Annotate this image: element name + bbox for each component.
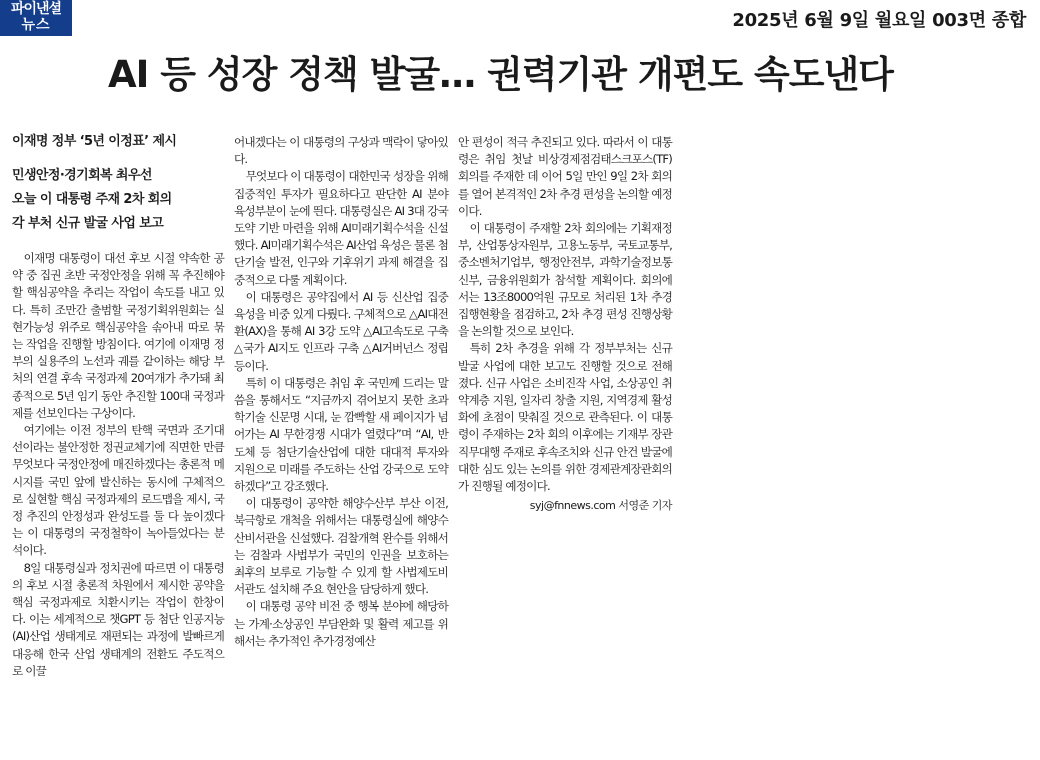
logo-line-2: 뉴스 [21,17,51,33]
subheadline-line: 각 부처 신규 발굴 사업 보고 [12,216,164,231]
body-paragraph: 특히 2차 추경을 위해 각 정부부처는 신규 발굴 사업에 대한 보고도 진행할 것으로 전해졌다. 신규 사업은 소비진작 사업, 소상공인 취약계층 지원, 일자리 창출 지원, 지역경제 활성화에 초점이 맞춰질 것으로 관측된다. 이 대통령이 주재하는 2차 회의 이후에는 기재부 장관 직무대행 주재로 후속조치와 신규 안건 발굴에 대한 심도 있는 논의를 위한 경제관계장관회의가 진행될 예정이다. [458,341,672,494]
body-paragraph: 이재명 대통령이 대선 후보 시절 약속한 공약 중 집권 초반 국정안정을 위해 꼭 추진해야 할 핵심공약을 추리는 작업이 속도를 내고 있다. 특히 조만간 출범할 국정기획위원회는 실현가능성 위주로 핵심공약을 솎아내 따로 묶는 작업을 진행할 방침이다. 여기에 이재명 정부의 실용주의 노선과 궤를 같이하는 해당 부처의 연결 후속 국정과제 20여개가 추가돼 최종적으로 5년 임기 동안 추진할 100대 국정과제를 선보인다는 구상이다. [12,251,224,420]
subheadline-line: 민생안정·경기회복 최우선 [12,168,152,183]
body-paragraph: 이 대통령은 공약집에서 AI 등 신산업 집중 육성을 비중 있게 다뤘다. 구체적으로 △AI대전환(AX)을 통해 AI 3강 도약 △AI고속도로 구축 △국가 AI지도 인프라 구축 △AI거버넌스 정립 등이다. [234,289,448,373]
body-paragraph: 이 대통령 공약 비전 중 행복 분야에 해당하는 가계·소상공인 부담완화 및 활력 제고를 위해서는 추가적인 추가경정예산 [234,599,448,648]
subheadline-line: 오늘 이 대통령 주재 2차 회의 [12,192,172,207]
dateline: 2025년 6월 9일 월요일 003면 종합 [732,10,1026,31]
body-paragraph: 이 대통령이 주재할 2차 회의에는 기획재정부, 산업통상자원부, 고용노동부, 국토교통부, 중소벤처기업부, 행정안전부, 과학기술정보통신부, 금융위원회가 참석할 계획이다. 회의에서는 13조8000억원 규모로 처리된 1차 추경 집행현황을 점검하고, 2차 추경 편성 진행상황을 논의할 것으로 보인다. [458,221,672,339]
article-column-2 [234,134,448,650]
newspaper-logo [0,0,72,36]
article-column-1 [12,132,224,680]
subheadline-secondary [12,164,224,236]
body-paragraph: 특히 이 대통령은 취임 후 국민께 드리는 말씀을 통해서도 “지금까지 겪어보지 못한 초과학기술 신문명 시대, 눈 깜빡할 새 페이지가 넘어가는 AI 무한경쟁 시대가 열렸다”며 “AI, 반도체 등 첨단기술산업에 대한 대대적 투자와 지원으로 미래를 주도하는 산업 강국으로 도약하겠다”고 강조했다. [234,375,448,494]
logo-line-1: 파이낸셜 [10,1,62,17]
body-paragraph: 무엇보다 이 대통령이 대한민국 성장을 위해 집중적인 투자가 필요하다고 판단한 AI 분야 육성부분이 눈에 띈다. 대통령실은 AI 3대 강국 도약 기반 마련을 위해 AI미래기획수석을 신설했다. AI미래기획수석은 AI산업 육성은 물론 첨단기술 발전, 인구와 기후위기 과제 해결을 집중적으로 다룰 계획이다. [234,169,448,287]
subheadline-primary: 이재명 정부 ‘5년 이정표’ 제시 [12,134,177,149]
body-paragraph: 어내겠다는 이 대통령의 구상과 맥락이 닿아있다. [234,135,448,167]
article-column-3 [458,134,672,514]
body-paragraph: 안 편성이 적극 추진되고 있다. 따라서 이 대통령은 취임 첫날 비상경제점검태스크포스(TF) 회의를 주재한 데 이어 5일 만인 9일 2차 회의를 열어 본격적인 2차 추경 편성을 논의할 예정이다. [458,135,672,218]
headline: AI 등 성장 정책 발굴… 권력기관 개편도 속도낸다 [108,53,893,96]
byline: syj@fnnews.com 서영준 기자 [529,499,672,513]
body-paragraph: 8일 대통령실과 정치권에 따르면 이 대통령의 후보 시절 총론적 차원에서 제시한 공약을 핵심 국정과제로 치환시키는 작업이 한창이다. 이는 세계적으로 챗GPT 등 첨단 인공지능(AI)산업 생태계로 재편되는 과정에 발빠르게 대응해 한국 산업 생태계의 전환도 주도적으로 이끌 [12,560,224,678]
body-paragraph: 여기에는 이전 정부의 탄핵 국면과 조기대선이라는 불안정한 정권교체기에 직면한 만큼 무엇보다 국정안정에 매진하겠다는 총론적 메시지를 국민 앞에 발신하는 동시에 구체적으로 실현할 핵심 국정과제의 로드맵을 제시, 국정 추진의 안정성과 완성도를 둘 다 높이겠다는 이 대통령의 국정철학이 녹아들었다는 분석이다. [12,423,224,558]
body-paragraph: 이 대통령이 공약한 해양수산부 부산 이전, 북극항로 개척을 위해서는 대통령실에 해양수산비서관을 신설했다. 검찰개혁 완수를 위해서는 검찰과 사법부가 국민의 인권을 보호하는 최후의 보루로 기능할 수 있게 할 사법제도비서관도 설치해 주요 현안을 담당하게 했다. [234,496,448,597]
